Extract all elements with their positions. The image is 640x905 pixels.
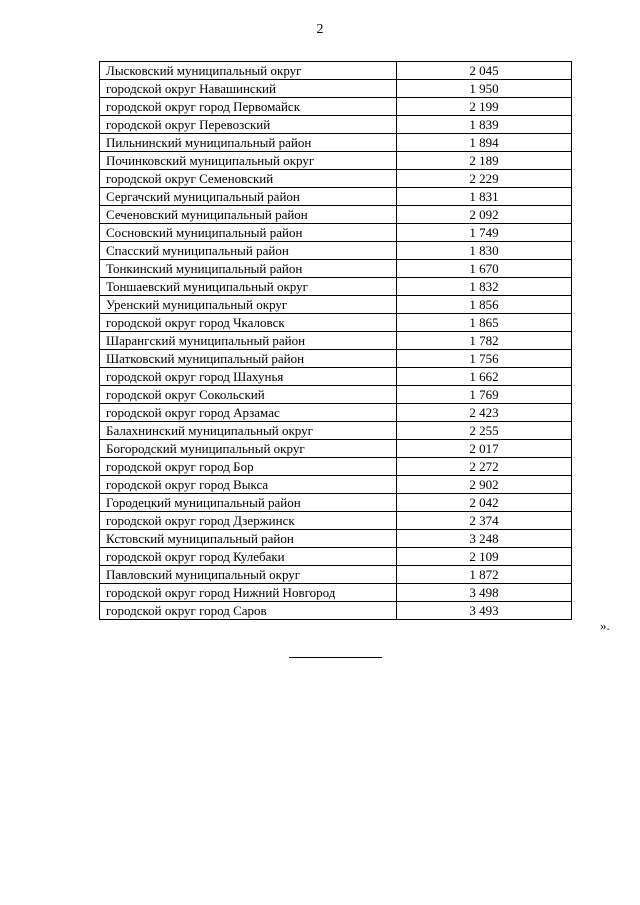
municipality-name-cell: Спасский муниципальный район: [100, 242, 397, 260]
table-row: [100, 314, 572, 332]
value-cell: 2 229: [397, 170, 572, 188]
value-cell: 1 950: [397, 80, 572, 98]
value-cell: 1 839: [397, 116, 572, 134]
value-cell: 1 894: [397, 134, 572, 152]
value-cell: 1 832: [397, 278, 572, 296]
value-cell: 2 272: [397, 458, 572, 476]
value-cell: 2 109: [397, 548, 572, 566]
end-divider: [289, 657, 382, 658]
value-cell: 1 662: [397, 368, 572, 386]
municipality-name-cell: Шарангский муниципальный район: [100, 332, 397, 350]
table-row: [100, 80, 572, 98]
municipality-name-cell: городской округ город Саров: [100, 602, 397, 620]
value-cell: 1 756: [397, 350, 572, 368]
municipality-name-cell: городской округ город Нижний Новгород: [100, 584, 397, 602]
value-cell: 1 670: [397, 260, 572, 278]
value-cell: 1 831: [397, 188, 572, 206]
table-row: [100, 260, 572, 278]
table-body: [100, 62, 572, 620]
table-row: [100, 476, 572, 494]
municipality-name-cell: Тоншаевский муниципальный округ: [100, 278, 397, 296]
table-row: [100, 440, 572, 458]
table-row: [100, 512, 572, 530]
municipality-name-cell: Уренский муниципальный округ: [100, 296, 397, 314]
value-cell: 3 248: [397, 530, 572, 548]
value-cell: 2 374: [397, 512, 572, 530]
municipality-name-cell: городской округ город Чкаловск: [100, 314, 397, 332]
municipality-name-cell: Сеченовский муниципальный район: [100, 206, 397, 224]
value-cell: 2 255: [397, 422, 572, 440]
value-cell: 1 830: [397, 242, 572, 260]
municipality-name-cell: городской округ город Бор: [100, 458, 397, 476]
table-row: [100, 170, 572, 188]
municipality-name-cell: городской округ город Шахунья: [100, 368, 397, 386]
table-row: [100, 404, 572, 422]
municipality-name-cell: Лысковский муниципальный округ: [100, 62, 397, 80]
municipality-name-cell: городской округ город Выкса: [100, 476, 397, 494]
municipality-name-cell: Павловский муниципальный округ: [100, 566, 397, 584]
value-cell: 1 749: [397, 224, 572, 242]
value-cell: 1 872: [397, 566, 572, 584]
table-row: [100, 224, 572, 242]
value-cell: 3 498: [397, 584, 572, 602]
table-row: [100, 530, 572, 548]
table-row: [100, 458, 572, 476]
value-cell: 2 017: [397, 440, 572, 458]
table-row: [100, 602, 572, 620]
table-row: [100, 494, 572, 512]
table-row: [100, 134, 572, 152]
municipality-name-cell: Сергачский муниципальный район: [100, 188, 397, 206]
table-row: [100, 548, 572, 566]
municipality-name-cell: Тонкинский муниципальный район: [100, 260, 397, 278]
table-row: [100, 116, 572, 134]
value-cell: 2 045: [397, 62, 572, 80]
table-row: [100, 278, 572, 296]
value-cell: 1 769: [397, 386, 572, 404]
closing-quote: ».: [600, 618, 610, 633]
value-cell: 2 902: [397, 476, 572, 494]
table-row: [100, 422, 572, 440]
value-cell: 1 782: [397, 332, 572, 350]
value-cell: 2 189: [397, 152, 572, 170]
value-cell: 1 865: [397, 314, 572, 332]
municipality-name-cell: городской округ город Арзамас: [100, 404, 397, 422]
municipality-name-cell: Кстовский муниципальный район: [100, 530, 397, 548]
table-row: [100, 98, 572, 116]
value-cell: 2 199: [397, 98, 572, 116]
municipality-name-cell: городской округ город Дзержинск: [100, 512, 397, 530]
municipality-name-cell: городской округ Сокольский: [100, 386, 397, 404]
table-row: [100, 368, 572, 386]
table-row: [100, 152, 572, 170]
value-cell: 2 042: [397, 494, 572, 512]
municipality-name-cell: Шатковский муниципальный район: [100, 350, 397, 368]
table-row: [100, 62, 572, 80]
municipality-name-cell: Богородский муниципальный округ: [100, 440, 397, 458]
table-row: [100, 584, 572, 602]
municipality-name-cell: Балахнинский муниципальный округ: [100, 422, 397, 440]
municipality-name-cell: Городецкий муниципальный район: [100, 494, 397, 512]
table-row: [100, 332, 572, 350]
value-cell: 1 856: [397, 296, 572, 314]
municipality-name-cell: Пильнинский муниципальный район: [100, 134, 397, 152]
municipal-values-table: [99, 61, 572, 620]
municipality-name-cell: городской округ город Кулебаки: [100, 548, 397, 566]
municipality-name-cell: городской округ Навашинский: [100, 80, 397, 98]
table-row: [100, 296, 572, 314]
municipality-name-cell: Починковский муниципальный округ: [100, 152, 397, 170]
table-row: [100, 566, 572, 584]
value-cell: 3 493: [397, 602, 572, 620]
table-row: [100, 386, 572, 404]
municipality-name-cell: городской округ Перевозский: [100, 116, 397, 134]
municipality-name-cell: городской округ город Первомайск: [100, 98, 397, 116]
value-cell: 2 423: [397, 404, 572, 422]
table-row: [100, 188, 572, 206]
table-row: [100, 242, 572, 260]
municipality-name-cell: городской округ Семеновский: [100, 170, 397, 188]
page-number: 2: [316, 22, 324, 37]
value-cell: 2 092: [397, 206, 572, 224]
municipality-name-cell: Сосновский муниципальный район: [100, 224, 397, 242]
table-row: [100, 206, 572, 224]
table-row: [100, 350, 572, 368]
